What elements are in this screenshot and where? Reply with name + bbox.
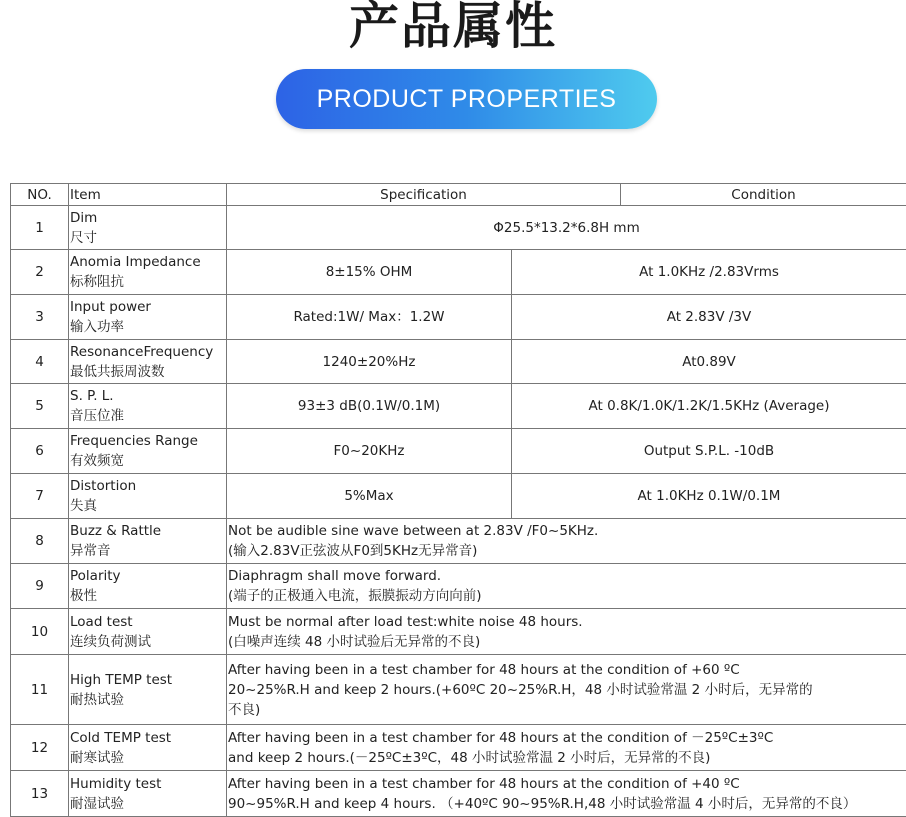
- desc-line: Diaphragm shall move forward.: [228, 566, 905, 586]
- table-row: [11, 564, 906, 609]
- row-no: 4: [11, 340, 69, 384]
- desc-line: (输入2.83V正弦波从F0到5KHz无异常音): [228, 541, 905, 561]
- row-no: 13: [11, 771, 69, 817]
- row-item: [69, 295, 227, 340]
- row-no: 8: [11, 519, 69, 564]
- row-item: [69, 429, 227, 474]
- row-item: [69, 609, 227, 655]
- item-en: High TEMP test: [70, 670, 225, 690]
- desc-line: (白噪声连续 48 小时试验后无异常的不良): [228, 632, 905, 652]
- item-cn: 耐热试验: [70, 690, 225, 710]
- row-item: [69, 384, 227, 429]
- item-cn: 最低共振周波数: [70, 362, 225, 382]
- desc-line: After having been in a test chamber for 48 hours at the condition of +40 ºC: [228, 774, 905, 794]
- desc-line: After having been in a test chamber for 48 hours at the condition of +60 ºC: [228, 660, 905, 680]
- row-item: [69, 206, 227, 250]
- row-no: 5: [11, 384, 69, 429]
- table-row: [11, 474, 906, 519]
- item-en: Polarity: [70, 566, 225, 586]
- item-en: Anomia Impedance: [70, 252, 225, 272]
- row-no: 9: [11, 564, 69, 609]
- row-no: 12: [11, 725, 69, 771]
- item-en: Dim: [70, 208, 225, 228]
- desc-line: 20~25%R.H and keep 2 hours.(+60ºC 20~25%R.H，48 小时试验常温 2 小时后，无异常的: [228, 680, 905, 700]
- row-item: [69, 725, 227, 771]
- row-condition: Output S.P.L. -10dB: [512, 429, 906, 474]
- header-condition: Condition: [621, 184, 906, 206]
- row-spec: 5%Max: [227, 474, 512, 519]
- desc-line: Must be normal after load test:white noise 48 hours.: [228, 612, 905, 632]
- row-condition: At0.89V: [512, 340, 906, 384]
- header-specification: Specification: [227, 184, 621, 206]
- row-spec: F0~20KHz: [227, 429, 512, 474]
- item-cn: 输入功率: [70, 317, 225, 337]
- item-en: Input power: [70, 297, 225, 317]
- item-en: S. P. L.: [70, 386, 225, 406]
- row-item: [69, 250, 227, 295]
- item-cn: 连续负荷测试: [70, 632, 225, 652]
- item-en: Buzz & Rattle: [70, 521, 225, 541]
- row-no: 2: [11, 250, 69, 295]
- row-no: 7: [11, 474, 69, 519]
- desc-line: 90~95%R.H and keep 4 hours. （+40ºC 90~95%R.H,48 小时试验常温 4 小时后，无异常的不良）: [228, 794, 905, 814]
- row-spec: 1240±20%Hz: [227, 340, 512, 384]
- table-row: [11, 609, 906, 655]
- desc-line: and keep 2 hours.(－25ºC±3ºC，48 小时试验常温 2 小时后，无异常的不良): [228, 748, 905, 768]
- row-description: [227, 564, 906, 609]
- item-cn: 耐湿试验: [70, 794, 225, 814]
- row-item: [69, 474, 227, 519]
- section-banner-label: PRODUCT PROPERTIES: [317, 85, 617, 114]
- item-en: Cold TEMP test: [70, 728, 225, 748]
- row-no: 10: [11, 609, 69, 655]
- item-en: Humidity test: [70, 774, 225, 794]
- desc-line: Not be audible sine wave between at 2.83V /F0~5KHz.: [228, 521, 905, 541]
- row-description: [227, 609, 906, 655]
- row-spec: 93±3 dB(0.1W/0.1M): [227, 384, 512, 429]
- page-title-cn: 产品属性: [0, 0, 906, 58]
- table-row: [11, 519, 906, 564]
- item-cn: 标称阻抗: [70, 272, 225, 292]
- row-description: [227, 655, 906, 725]
- table-header-row: [11, 184, 906, 206]
- row-condition: At 1.0KHz 0.1W/0.1M: [512, 474, 906, 519]
- desc-line: After having been in a test chamber for 48 hours at the condition of －25ºC±3ºC: [228, 728, 905, 748]
- desc-line: 不良): [228, 700, 905, 720]
- row-description: [227, 519, 906, 564]
- item-cn: 异常音: [70, 541, 225, 561]
- item-en: Load test: [70, 612, 225, 632]
- item-cn: 耐寒试验: [70, 748, 225, 768]
- item-cn: 失真: [70, 496, 225, 516]
- row-condition: At 2.83V /3V: [512, 295, 906, 340]
- row-spec: Φ25.5*13.2*6.8H mm: [227, 206, 906, 250]
- product-properties-table: [10, 183, 906, 817]
- row-item: [69, 564, 227, 609]
- item-en: Distortion: [70, 476, 225, 496]
- row-item: [69, 655, 227, 725]
- header-item: Item: [69, 184, 227, 206]
- table-row: [11, 429, 906, 474]
- table-row: [11, 384, 906, 429]
- table-row: [11, 655, 906, 725]
- row-description: [227, 725, 906, 771]
- row-spec: Rated:1W/ Max：1.2W: [227, 295, 512, 340]
- table-row: [11, 771, 906, 817]
- row-no: 3: [11, 295, 69, 340]
- table-row: [11, 725, 906, 771]
- table-row: [11, 206, 906, 250]
- table-row: [11, 295, 906, 340]
- table-row: [11, 340, 906, 384]
- row-spec: 8±15% OHM: [227, 250, 512, 295]
- row-no: 11: [11, 655, 69, 725]
- item-cn: 有效频宽: [70, 451, 225, 471]
- item-en: ResonanceFrequency: [70, 342, 225, 362]
- row-description: [227, 771, 906, 817]
- row-item: [69, 519, 227, 564]
- item-en: Frequencies Range: [70, 431, 225, 451]
- row-condition: At 1.0KHz /2.83Vrms: [512, 250, 906, 295]
- row-no: 6: [11, 429, 69, 474]
- table-row: [11, 250, 906, 295]
- item-cn: 尺寸: [70, 228, 225, 248]
- row-condition: At 0.8K/1.0K/1.2K/1.5KHz (Average): [512, 384, 906, 429]
- row-no: 1: [11, 206, 69, 250]
- item-cn: 极性: [70, 586, 225, 606]
- desc-line: (端子的正极通入电流，振膜振动方向向前): [228, 586, 905, 606]
- header-no: NO.: [11, 184, 69, 206]
- item-cn: 音压位准: [70, 406, 225, 426]
- row-item: [69, 340, 227, 384]
- section-banner: [276, 69, 657, 129]
- row-item: [69, 771, 227, 817]
